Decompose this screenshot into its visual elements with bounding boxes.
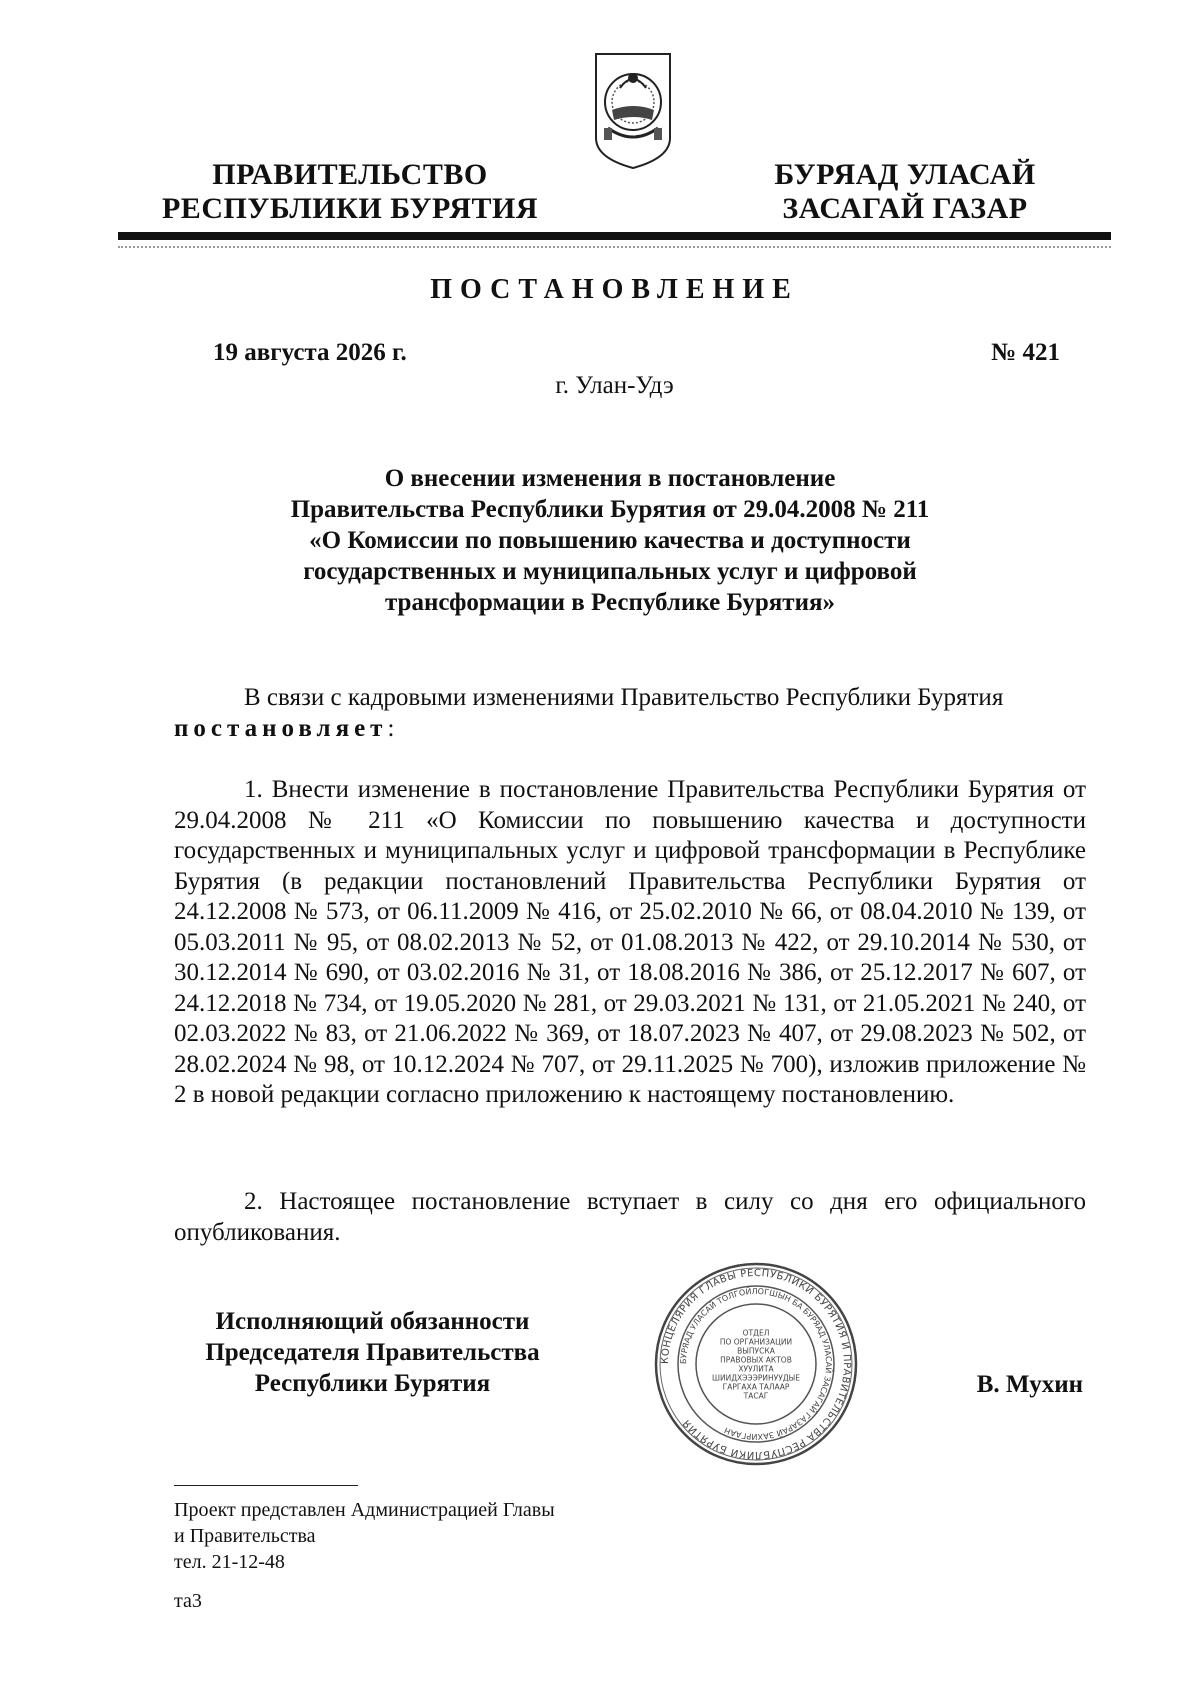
item-1-text: 1. Внести изменение в постановление Правительства Республики Бурятия от 29.04.2008 № 211 «О Комиссии по повышению качества и доступности государственных и муниципальных услуг и цифровой трансформации в Республике Бурятия (в редакции постановлений Правительства Республики Бурятия от 24.12.2008 № 573, от 06.11.2009 № 416, от 25.02.2010 № 66, от 08.04.2010 № 139, от 05.03.2011 № 95, от 08.02.2013 № 52, от 01.08.2013 № 422, от 29.10.2014 № 530, от 30.12.2014 № 690, от 03.02.2016 № 31, от 18.08.2016 № 386, от 25.12.2017 № 607, от 24.12.2018 № 734, от 19.05.2020 № 281, от 29.03.2021 № 131, от 21.05.2021 № 240, от 02.03.2022 № 83, от 21.06.2022 № 369, от 18.07.2023 № 407, от 29.08.2023 № 502, от 28.02.2024 № 98, от 10.12.2024 № 707, от 29.11.2025 № 700), изложив приложение № 2 в новой редакции согласно приложению к настоящему постановлению. (174, 776, 1086, 1108)
seal-center-line: ОТДЕЛ (742, 1328, 770, 1338)
item-2-paragraph (174, 1187, 1086, 1248)
footnote-divider (174, 1485, 358, 1486)
seal-center-line: ВЫПУСКА (737, 1346, 775, 1356)
document-code: та3 (174, 1590, 202, 1612)
document-type-title: ПОСТАНОВЛЕНИЕ (430, 274, 799, 305)
seal-center-line: ХУУЛИТА (738, 1364, 774, 1374)
decree-word: постановляет (174, 714, 388, 742)
intro-paragraph (174, 683, 1086, 744)
signatory-name: В. Мухин (976, 1371, 1083, 1398)
seal-center-line: ПО ОРГАНИЗАЦИИ (719, 1337, 793, 1347)
signatory-title (185, 1306, 560, 1399)
seal-center-line: ПРАВОВЫХ АКТОВ (720, 1355, 792, 1365)
item-1-paragraph (174, 775, 1086, 1111)
subject-line: трансформации в Республике Бурятия» (384, 589, 836, 616)
coat-of-arms-emblem (590, 50, 676, 172)
seal-center-line: ГАРГАХА ТАЛААР (722, 1382, 790, 1392)
seal-center-line: ШИИДХЭЭЭРИНУУДЫЕ (711, 1373, 801, 1383)
signatory-title-line2: Председателя Правительства (205, 1339, 540, 1366)
subject-line: О внесении изменения в постановление (384, 465, 836, 492)
header-divider-thick (118, 232, 1111, 240)
document-city: г. Улан-Удэ (555, 372, 674, 399)
svg-text:КОНЦЕЛЯРИЯ ГЛАВЫ РЕСПУБЛИКИ БУ: КОНЦЕЛЯРИЯ ГЛАВЫ РЕСПУБЛИКИ БУРЯТИЯ И ПРАВИТЕЛЬСТВА РЕСПУБЛИКИ БУРЯТИЯ (659, 1267, 853, 1461)
signatory-title-line1: Исполняющий обязанности (215, 1308, 530, 1335)
document-date: 19 августа 2026 г. (213, 339, 407, 366)
document-number: № 421 (991, 339, 1060, 366)
official-seal (652, 1260, 860, 1468)
footnote (174, 1497, 555, 1575)
header-divider-thin (118, 246, 1111, 248)
intro-text: В связи с кадровыми изменениями Правительство Республики Бурятия (244, 684, 1004, 711)
header-left-line2: РЕСПУБЛИКИ БУРЯТИЯ (161, 192, 539, 225)
svg-text:БУРЯАД УЛАСАЙ ТОЛГОЙЛОГШЫН БА: БУРЯАД УЛАСАЙ ТОЛГОЙЛОГШЫН БА БУРЯАД УЛАСАЙ ЗАСАГАЙ ГАЗАРАЙ ЗАХИРГААН (678, 1286, 834, 1442)
document-subject (230, 463, 990, 618)
header-right-line2: ЗАСАГАЙ ГАЗАР (782, 192, 1028, 225)
header-left (150, 158, 550, 226)
subject-line: «О Комиссии по повышению качества и доступности (309, 527, 911, 554)
subject-line: государственных и муниципальных услуг и цифровой (303, 558, 917, 585)
header-right-line1: БУРЯАД УЛАСАЙ (774, 158, 1036, 191)
header-right (740, 158, 1070, 226)
item-2-text: 2. Настоящее постановление вступает в силу со дня его официального опубликования. (174, 1188, 1086, 1246)
signatory-title-line3: Республики Бурятия (254, 1370, 491, 1397)
footnote-phone: тел. 21-12-48 (174, 1551, 285, 1573)
seal-center-line: ТАСАГ (743, 1391, 769, 1401)
footnote-line1: Проект представлен Администрацией Главы (174, 1499, 555, 1521)
header-left-line1: ПРАВИТЕЛЬСТВО (212, 158, 488, 191)
footnote-line2: и Правительства (174, 1525, 316, 1547)
subject-line: Правительства Республики Бурятия от 29.04.2008 № 211 (290, 496, 930, 523)
decree-punct: : (387, 714, 395, 742)
